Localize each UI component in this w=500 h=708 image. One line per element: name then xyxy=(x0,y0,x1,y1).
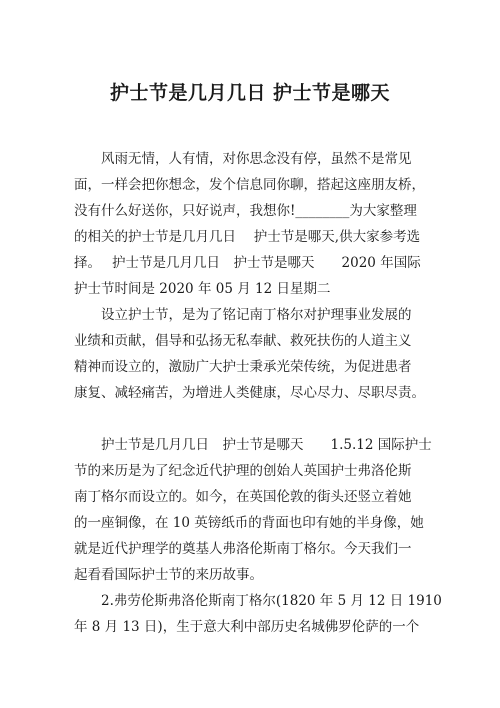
body-line: 风雨无情，人有情，对你思念没有停，虽然不是常见 xyxy=(74,151,412,167)
body-line: 年 8 月 13 日)，生于意大利中部历史名城佛罗伦萨的一个 xyxy=(74,619,420,635)
body-line: 就是近代护理学的奠基人弗洛伦斯南丁格尔。今天我们一 xyxy=(74,541,412,557)
document-title: 护士节是几月几日 护士节是哪天 xyxy=(109,82,391,104)
body-line: 南丁格尔而设立的。如今，在英国伦敦的街头还竖立着她 xyxy=(74,489,412,505)
body-line: 择。 护士节是几月几日 护士节是哪天 2020 年国际 xyxy=(74,255,421,271)
body-line: 起看看国际护士节的来历故事。 xyxy=(74,567,263,583)
body-line: 的相关的护士节是几月几日 护士节是哪天,供大家参考选 xyxy=(74,229,421,245)
body-line: 精神而设立的，激励广大护士秉承光荣传统，为促进患者 xyxy=(74,359,412,375)
body-line: 没有什么好送你，只好说声，我想你!________为大家整理 xyxy=(74,203,417,219)
body-line: 2.弗劳伦斯弗洛伦斯南丁格尔(1820 年 5 月 12 日 1910 xyxy=(74,593,442,609)
body-line: 护士节时间是 2020 年 05 月 12 日星期二 xyxy=(74,281,331,297)
body-line: 康复、减轻痛苦，为增进人类健康，尽心尽力、尽职尽责。 xyxy=(74,385,425,401)
body-line: 面，一样会把你想念，发个信息同你聊，搭起这座朋友桥， xyxy=(74,177,425,193)
body-line: 的一座铜像，在 10 英镑纸币的背面也印有她的半身像，她 xyxy=(74,515,424,531)
body-line: 业绩和贡献，倡导和弘扬无私奉献、救死扶伤的人道主义 xyxy=(74,333,412,349)
body-line: 护士节是几月几日 护士节是哪天 1.5.12 国际护士 xyxy=(74,437,432,453)
body-line: 节的来历是为了纪念近代护理的创始人英国护士弗洛伦斯 xyxy=(74,463,412,479)
body-line: 设立护士节，是为了铭记南丁格尔对护理事业发展的 xyxy=(74,307,412,323)
